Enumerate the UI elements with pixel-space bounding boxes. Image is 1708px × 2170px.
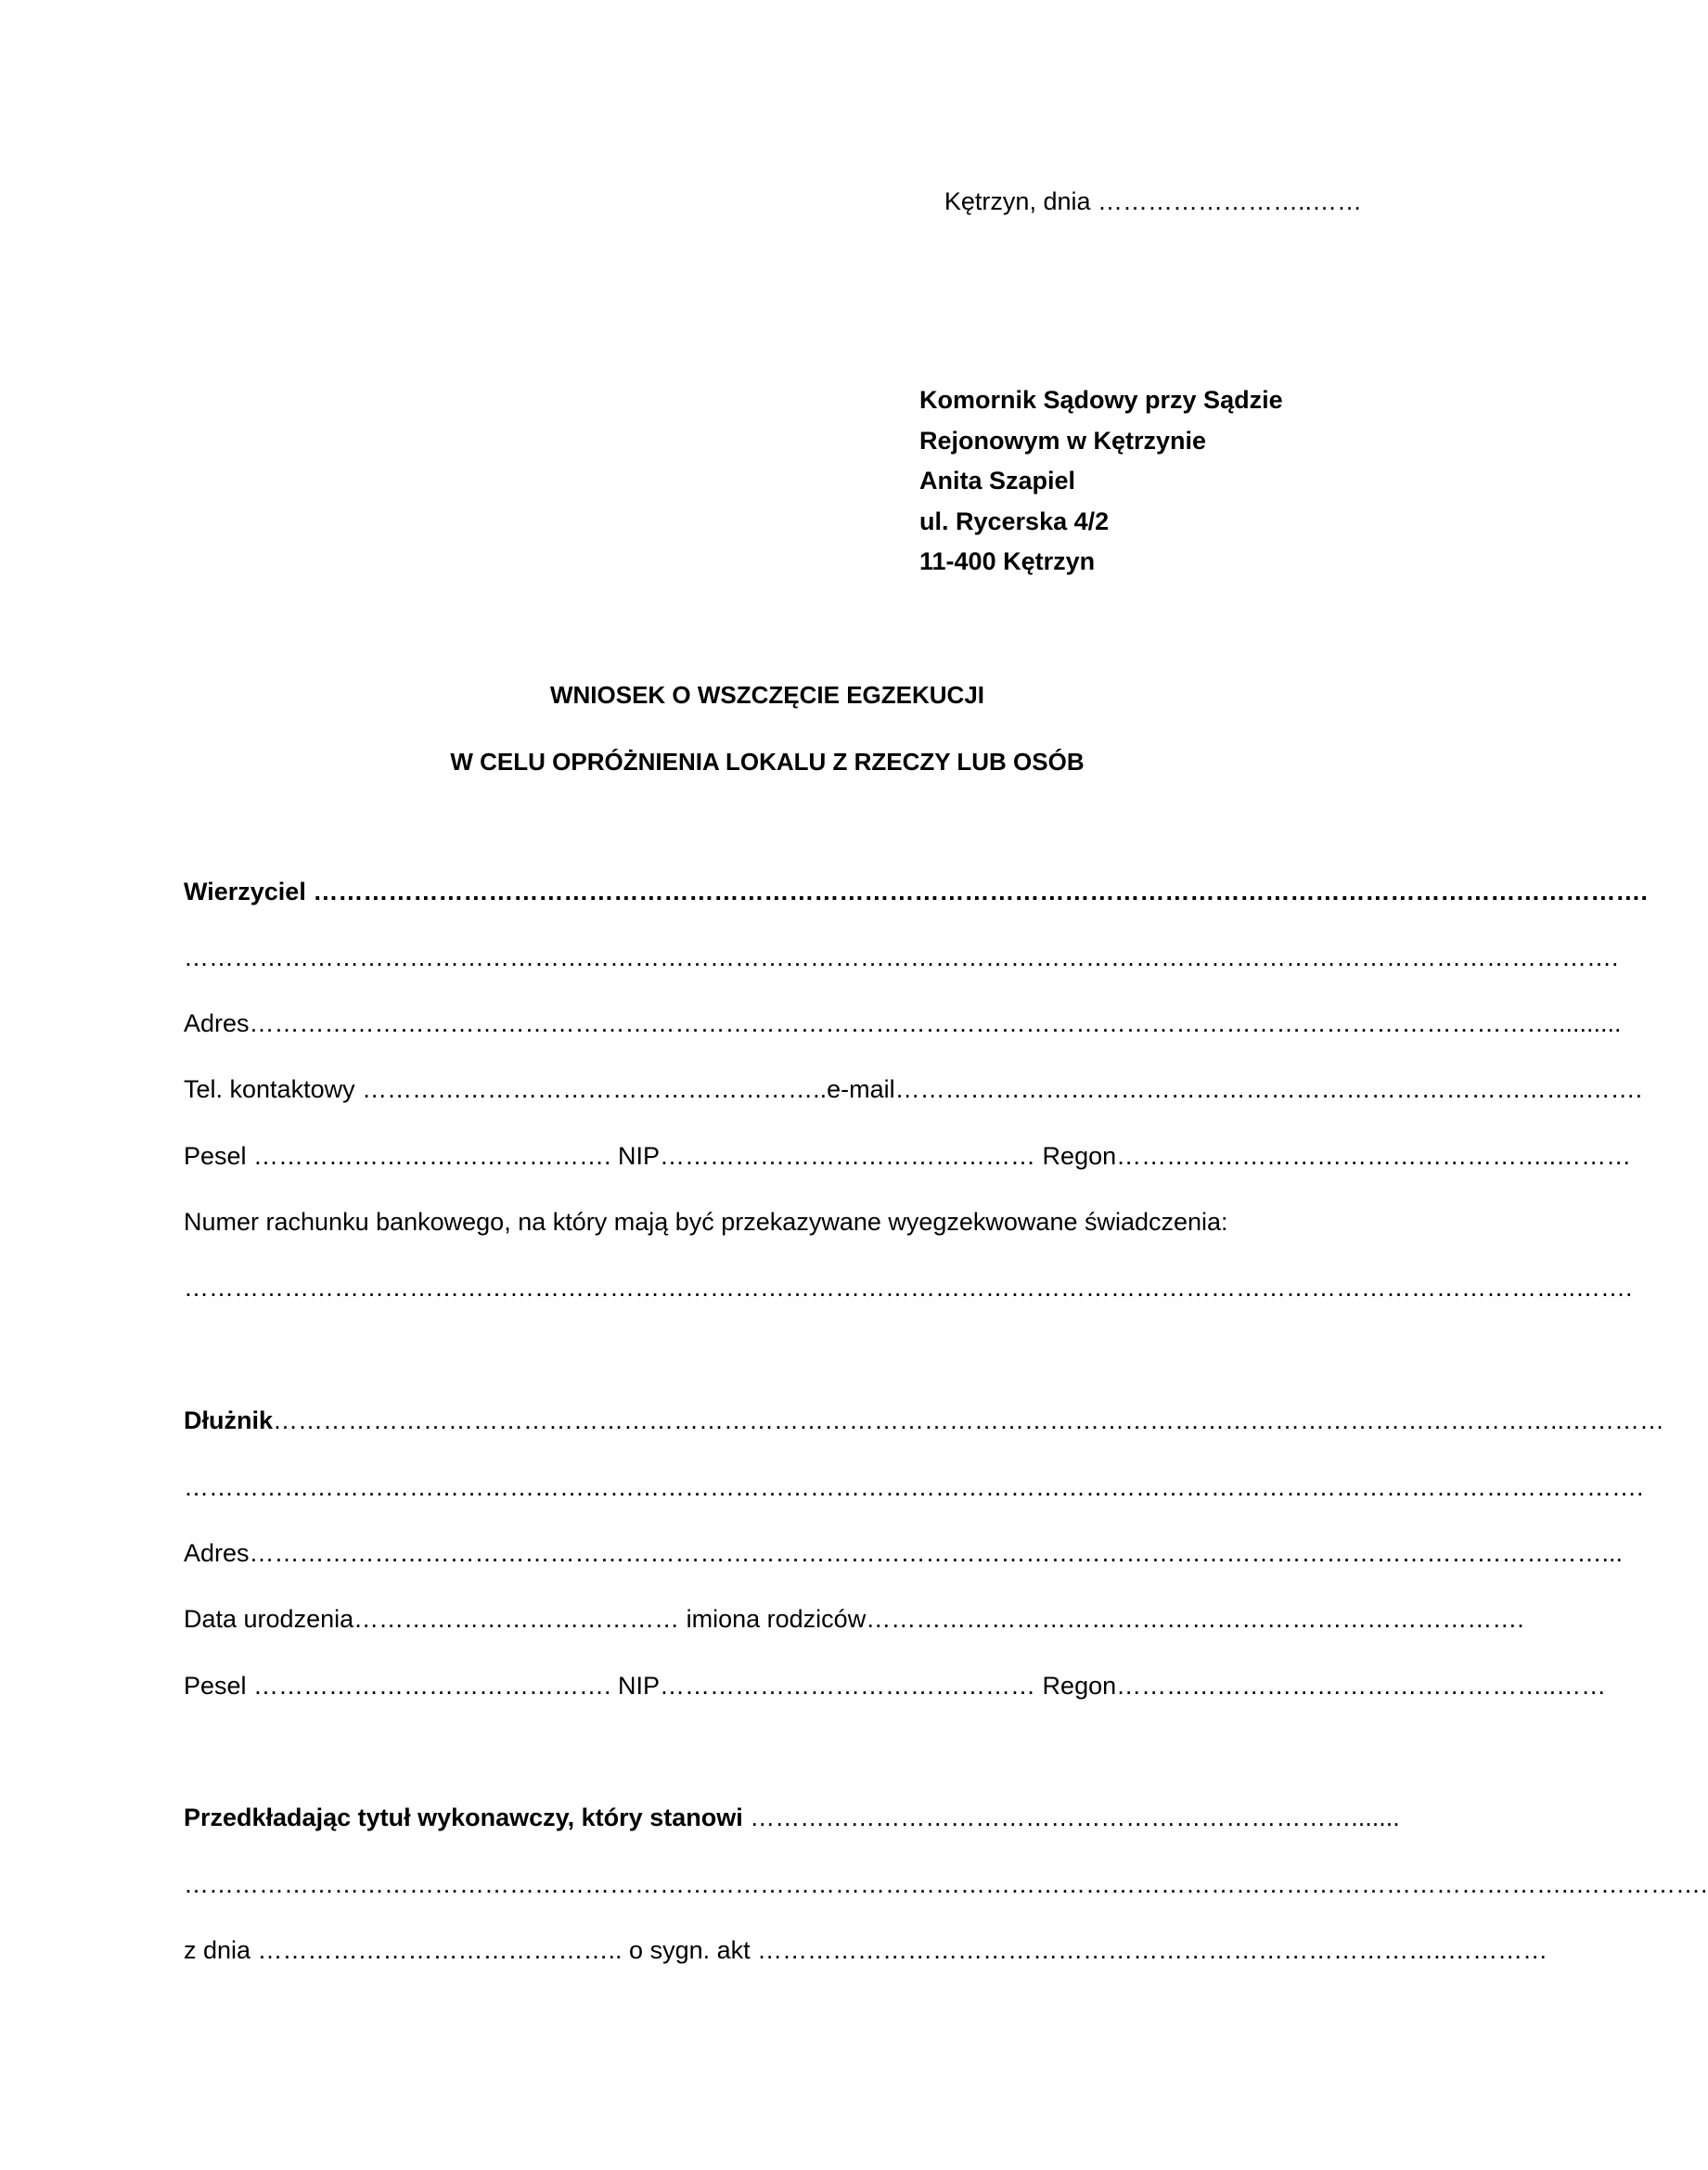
place-date-line: Kętrzyn, dnia ……………………..…… [944,187,1362,215]
debtor-address-field: Adres………………………………………………………………………………………………………………………………………………... [184,1539,1624,1567]
exec-title-line-2: …………………………………………………………………………………………………………………………………………………..……………. [184,1870,1708,1898]
creditor-label: Wierzyciel [184,878,306,905]
creditor-bank-label: Numer rachunku bankowego, na który mają być przekazywane wyegzekwowane świadczenia: [184,1208,1228,1236]
debtor-label: Dłużnik [184,1406,274,1434]
debtor-label-dots: ………………………………………………………………………………………………………………………………………..………… [273,1406,1665,1434]
debtor-ids-field: Pesel ……………………………………. NIP……………………………………… Regon……………………………………………..…… [184,1672,1607,1700]
creditor-phone-email-field: Tel. kontaktowy ………………………………………………..e-mail………………………………………………………………………..……. [184,1075,1643,1103]
document-title-line-2: W CELU OPRÓŻNIENIA LOKALU Z RZECZY LUB OSÓB [450,748,1085,776]
addressee-line-2: Rejonowym w Kętrzynie [919,427,1207,455]
creditor-name-line-2: ………………………………………………………………………………………………………………………………………………………. [184,944,1619,971]
addressee-line-5: 11-400 Kętrzyn [919,547,1096,575]
creditor-ids-field: Pesel ……………………………………. NIP……………………………………… Regon……………………………………………..……… [184,1142,1632,1170]
debtor-birth-parents-field: Data urodzenia………………………………… imiona rodziców……………………………………………………………………. [184,1605,1524,1633]
creditor-name-field [184,876,1648,907]
addressee-line-3: Anita Szapiel [919,467,1076,494]
creditor-address-field: Adres………………………………………………………………………………………………………………………………………….......... [184,1009,1622,1037]
addressee-line-4: ul. Rycerska 4/2 [919,507,1110,535]
exec-title-date-ref-field: z dnia …………………………………….. o sygn. akt ………………………………………………………………………..………… [184,1936,1548,1964]
exec-title-label-dots: ………………………………………………………………....... [742,1804,1400,1831]
document-title-line-1: WNIOSEK O WSZCZĘCIE EGZEKUCJI [549,681,985,709]
exec-title-field [184,1802,1400,1833]
exec-title-label: Przedkładając tytuł wykonawczy, który stanowi [184,1804,743,1831]
addressee-line-1: Komornik Sądowy przy Sądzie [919,386,1283,414]
debtor-name-field [184,1405,1665,1436]
creditor-bank-line: …………………………………………………………………………………………………………………………………………………..……. [184,1274,1633,1302]
debtor-name-line-2: …………………………………………………………………………………………………………………………………………………………. [184,1473,1644,1501]
creditor-label-dots: ……………………………………………………………………………………………………………………………………………. [305,878,1648,905]
